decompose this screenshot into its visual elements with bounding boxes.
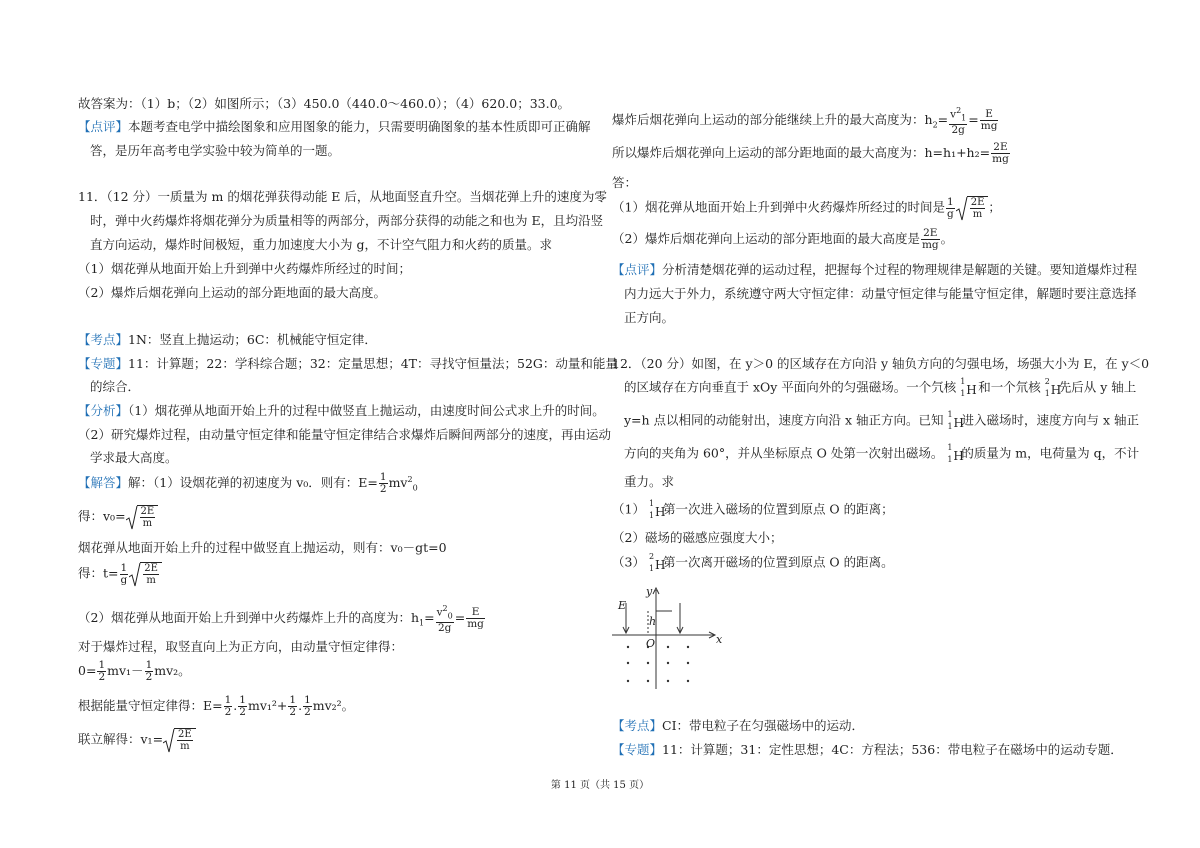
zhuanti-line-1 xyxy=(78,356,618,372)
q11-line-4: （1）烟花弹从地面开始上升到弹中火药爆炸所经过的时间； xyxy=(78,261,411,276)
comment-text: 本题考查电学中描绘图象和应用图象的能力，只需要明确图象的基本性质即可正确解 xyxy=(128,119,591,134)
fenxi-line-2: （2）研究爆炸过程，由动量守恒定律和能量守恒定律结合求爆炸后瞬间两部分的速度，再由运动 xyxy=(78,427,611,442)
comment-line-2: 内力远大于外力，系统遵守两大守恒定律：动量守恒定律与能量守恒定律，解题时要注意选择 xyxy=(624,286,1137,301)
zhuanti-tag: 【专题】 xyxy=(78,356,129,371)
jieda-tag: 【解答】 xyxy=(78,475,129,491)
vertical-throw-line: 烟花弹从地面开始上升的过程中做竖直上抛运动，则有：v₀－gt=0 xyxy=(78,540,447,555)
comment-text: 分析清楚烟花弹的运动过程，把握每个过程的物理规律是解题的关键。要知道爆炸过程 xyxy=(662,262,1138,277)
kaodian-text: 1N：竖直上抛运动；6C：机械能守恒定律． xyxy=(128,332,377,347)
explosion-line: 对于爆炸过程，取竖直向上为正方向，由动量守恒定律得： xyxy=(78,639,404,654)
q12-line-5: 重力。求 xyxy=(624,474,675,489)
comment-line-1 xyxy=(78,119,591,135)
solve-v1: 联立解得：v₁= $\frac{2E}{m}$ xyxy=(78,728,196,752)
jieda-text: 解：（1）设烟花弹的初速度为 v₀．则有：E= xyxy=(128,475,378,491)
q12-line-2: 的区域存在方向垂直于 xOy 平面向外的匀强磁场。一个氕核 1 1 H 和一个氘核 2 1 H 先后从 y 轴上 xyxy=(624,377,1137,398)
sqrt-2E-over-m: $\frac{2E}{m}$ xyxy=(163,728,196,752)
q12-sub-2: （2）磁场的磁感应强度大小； xyxy=(612,530,783,545)
energy-eq: 根据能量守恒定律得：E= $\frac{1}{2}$ . $\frac{1}{2}$ mv₁²+ $\frac{1}{2}$ . $\frac{1}{2}$ mv₂²。 xyxy=(78,694,355,718)
derive-t: 得：t= $\frac{1}{g}$ $\frac{2E}{m}$ xyxy=(78,562,162,586)
label-y: y xyxy=(646,585,653,598)
momentum-eq: 0= $\frac{1}{2}$ mv₁－ $\frac{1}{2}$ mv₂。 xyxy=(78,659,191,683)
total-height-line: 所以爆炸后烟花弹向上运动的部分距地面的最大高度为：h=h₁+h₂= $\frac{2E}{mg}$ xyxy=(612,141,1009,165)
zhuanti-line xyxy=(612,742,1123,758)
fenxi-tag: 【分析】 xyxy=(78,403,129,418)
kaodian-text: CI：带电粒子在匀强磁场中的运动． xyxy=(662,718,865,733)
kaodian-line xyxy=(78,332,377,348)
q11-line-3: 直方向运动，爆炸时间极短，重力加速度大小为 g，不计空气阻力和火药的质量。求 xyxy=(90,237,552,252)
max-height-h2-line: 爆炸后烟花弹向上运动的部分能继续上升的最大高度为：$h_2=$ $\frac{v^2_1}{2g}$ = $\frac{E}{mg}$ xyxy=(612,106,998,136)
answer-line: 故答案为：（1）b；（2）如图所示；（3）450.0（440.0～460.0）；（4）620.0；33.0。 xyxy=(78,96,571,111)
label-O: O xyxy=(646,637,656,650)
field-diagram xyxy=(612,585,732,695)
label-x: x xyxy=(716,633,723,646)
deuterium-symbol: 2 1 H xyxy=(648,552,666,573)
page-footer: 第 11 页（共 15 页） xyxy=(550,780,650,791)
q12-line-1: 12．（20 分）如图，在 y＞0 的区域存在方向沿 y 轴负方向的匀强电场，场强大小为 E，在 y＜0 xyxy=(612,356,1150,371)
kaodian-line xyxy=(612,718,864,734)
jieda-line-1: 【解答】解：（1）设烟花弹的初速度为 v₀．则有：E= $\frac{1}{2}$ $mv^2_0$ xyxy=(78,471,418,496)
fraction-half: $\frac{1}{2}$ xyxy=(379,471,387,496)
sqrt-2E-over-m: $\frac{2E}{m}$ xyxy=(126,505,159,529)
zhuanti-text: 11：计算题；22：学科综合题；32：定量思想；4T：寻找守恒量法；52G：动量和能量 xyxy=(128,356,618,371)
zhuanti-text: 11：计算题；31：定性思想；4C：方程法；536：带电粒子在磁场中的运动专题． xyxy=(662,742,1123,757)
height-h1-line: （2）烟花弹从地面开始上升到弹中火药爆炸上升的高度为：$h_1=$ $\frac{v^2_0}{2g}$ = $\frac{E}{mg}$ xyxy=(78,604,484,634)
q11-line-2: 时，弹中火药爆炸将烟花弹分为质量相等的两部分，两部分获得的动能之和也为 E，且均沿竖 xyxy=(90,213,604,228)
q11-line-5: （2）爆炸后烟花弹向上运动的部分距地面的最大高度。 xyxy=(78,285,386,300)
protium-symbol: 1 1 H xyxy=(947,410,965,431)
q12-sub-1: （1） 1 1 H 第一次进入磁场的位置到原点 O 的距离； xyxy=(612,499,894,520)
label-h: h xyxy=(649,615,657,628)
zhuanti-tag: 【专题】 xyxy=(612,742,663,757)
fenxi-line-1 xyxy=(78,403,605,419)
comment-tag: 【点评】 xyxy=(78,119,129,134)
answer-label: 答： xyxy=(612,175,638,190)
label-E: E xyxy=(618,599,627,612)
fenxi-text: （1）烟花弹从地面开始上升的过程中做竖直上抛运动，由速度时间公式求上升的时间。 xyxy=(128,403,605,418)
protium-symbol: 1 1 H xyxy=(648,499,666,520)
magnetic-field-dots xyxy=(627,646,689,682)
answer-2: （2）爆炸后烟花弹向上运动的部分距地面的最大高度是 $\frac{2E}{mg}$ 。 xyxy=(612,227,954,251)
kaodian-tag: 【考点】 xyxy=(612,718,663,733)
derive-v0: 得：v₀= $\frac{2E}{m}$ xyxy=(78,505,158,529)
protium-symbol: 1 1 H xyxy=(960,377,977,398)
answer-1: （1）烟花弹从地面开始上升到弹中火药爆炸所经过的时间是 $\frac{1}{g}$ $\frac{2E}{m}$ ； xyxy=(612,195,1001,220)
deuterium-symbol: 2 1 H xyxy=(1044,377,1062,398)
protium-symbol: 1 1 H xyxy=(947,443,964,464)
fenxi-line-3: 学求最大高度。 xyxy=(90,450,178,465)
comment-line-2: 答，是历年高考电学实验中较为简单的一题。 xyxy=(90,143,341,158)
q11-line-1: 11．（12 分）一质量为 m 的烟花弹获得动能 E 后，从地面竖直升空。当烟花弹上升的速度为零 xyxy=(78,189,607,204)
kaodian-tag: 【考点】 xyxy=(78,332,129,347)
q12-line-4: 方向的夹角为 60°，并从坐标原点 O 处第一次射出磁场。 1 1 H 的质量为 m，电荷量为 q，不计 xyxy=(624,443,1140,464)
comment-line-1 xyxy=(612,262,1137,278)
zhuanti-line-2: 的综合． xyxy=(90,379,141,394)
comment-line-3: 正方向。 xyxy=(624,310,675,325)
q12-sub-3: （3） 2 1 H 第一次离开磁场的位置到原点 O 的距离。 xyxy=(612,552,894,573)
sqrt-2E-over-m: $\frac{2E}{m}$ xyxy=(129,562,162,586)
comment-tag: 【点评】 xyxy=(612,262,663,277)
q12-line-3: y=h 点以相同的动能射出，速度方向沿 x 轴正方向。已知 1 1 H 进入磁场时，速度方向与 x 轴正 xyxy=(624,410,1140,431)
